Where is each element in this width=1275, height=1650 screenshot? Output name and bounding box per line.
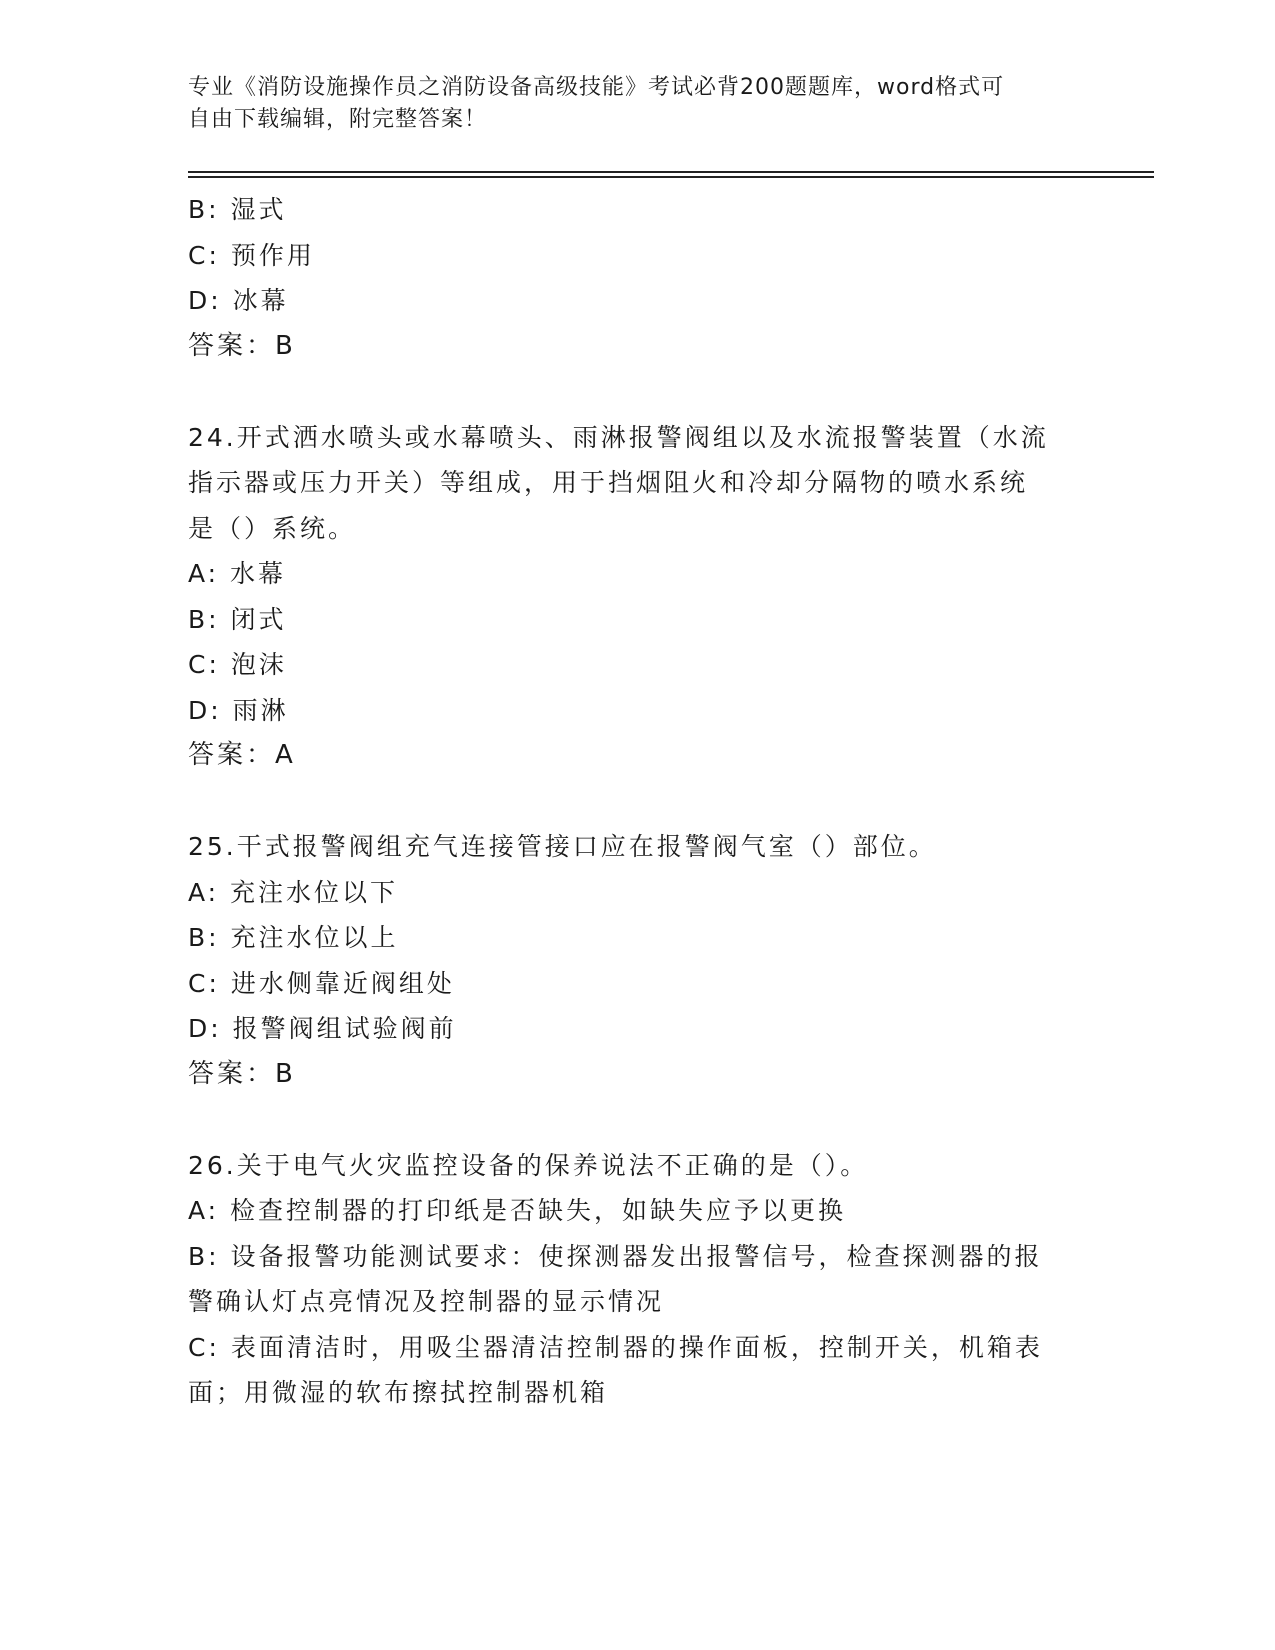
option-c-continued: 面；用微湿的软布擦拭控制器机箱 xyxy=(188,1378,609,1407)
option-b: B: 充注水位以上 xyxy=(188,923,399,952)
option-c: C: 预作用 xyxy=(188,240,315,270)
exam-content xyxy=(188,187,1078,1416)
option-a: A: 检查控制器的打印纸是否缺失，如缺失应予以更换 xyxy=(188,1196,847,1225)
spacer xyxy=(188,1097,1078,1143)
option-b-continued: 警确认灯点亮情况及控制器的显示情况 xyxy=(188,1287,665,1316)
option-b: B: 设备报警功能测试要求：使探测器发出报警信号，检查探测器的报 xyxy=(188,1241,1043,1271)
question-24 xyxy=(188,415,1078,779)
option-b: B: 闭式 xyxy=(188,604,287,634)
option-b: B: 湿式 xyxy=(188,195,287,224)
header-rule-bottom xyxy=(188,176,1154,178)
question-stem-line: 24.开式洒水喷头或水幕喷头、雨淋报警阀组以及水流报警装置（水流 xyxy=(188,422,1049,452)
option-d: D: 报警阀组试验阀前 xyxy=(188,1014,457,1043)
answer-line: 答案：A xyxy=(188,740,296,770)
header-line-2: 自由下载编辑，附完整答案！ xyxy=(188,107,488,132)
question-25 xyxy=(188,824,1078,1097)
option-c: C: 表面清洁时，用吸尘器清洁控制器的操作面板，控制开关，机箱表 xyxy=(188,1332,1043,1362)
question-26 xyxy=(188,1143,1078,1416)
option-c: C: 泡沫 xyxy=(188,650,287,679)
answer-line: 答案：B xyxy=(188,330,296,361)
header-rule-top xyxy=(188,171,1154,173)
question-stem-line: 25.干式报警阀组充气连接管接口应在报警阀气室（）部位。 xyxy=(188,832,937,861)
page-header xyxy=(188,72,1068,136)
question-stem-line: 26.关于电气火灾监控设备的保养说法不正确的是（）。 xyxy=(188,1150,869,1180)
answer-line: 答案：B xyxy=(188,1058,296,1089)
option-a: A: 充注水位以下 xyxy=(188,877,399,907)
option-d: D: 雨淋 xyxy=(188,695,289,725)
question-stem-line: 是（）系统。 xyxy=(188,513,357,543)
continued-question xyxy=(188,187,1078,369)
header-line-1: 专业《消防设施操作员之消防设备高级技能》考试必背200题题库，word格式可 xyxy=(188,75,1005,100)
spacer xyxy=(188,369,1078,415)
option-c: C: 进水侧靠近阀组处 xyxy=(188,968,455,998)
option-d: D: 冰幕 xyxy=(188,286,289,315)
option-a: A: 水幕 xyxy=(188,559,287,588)
spacer xyxy=(188,779,1078,825)
question-stem-line: 指示器或压力开关）等组成，用于挡烟阻火和冷却分隔物的喷水系统 xyxy=(188,468,1029,497)
